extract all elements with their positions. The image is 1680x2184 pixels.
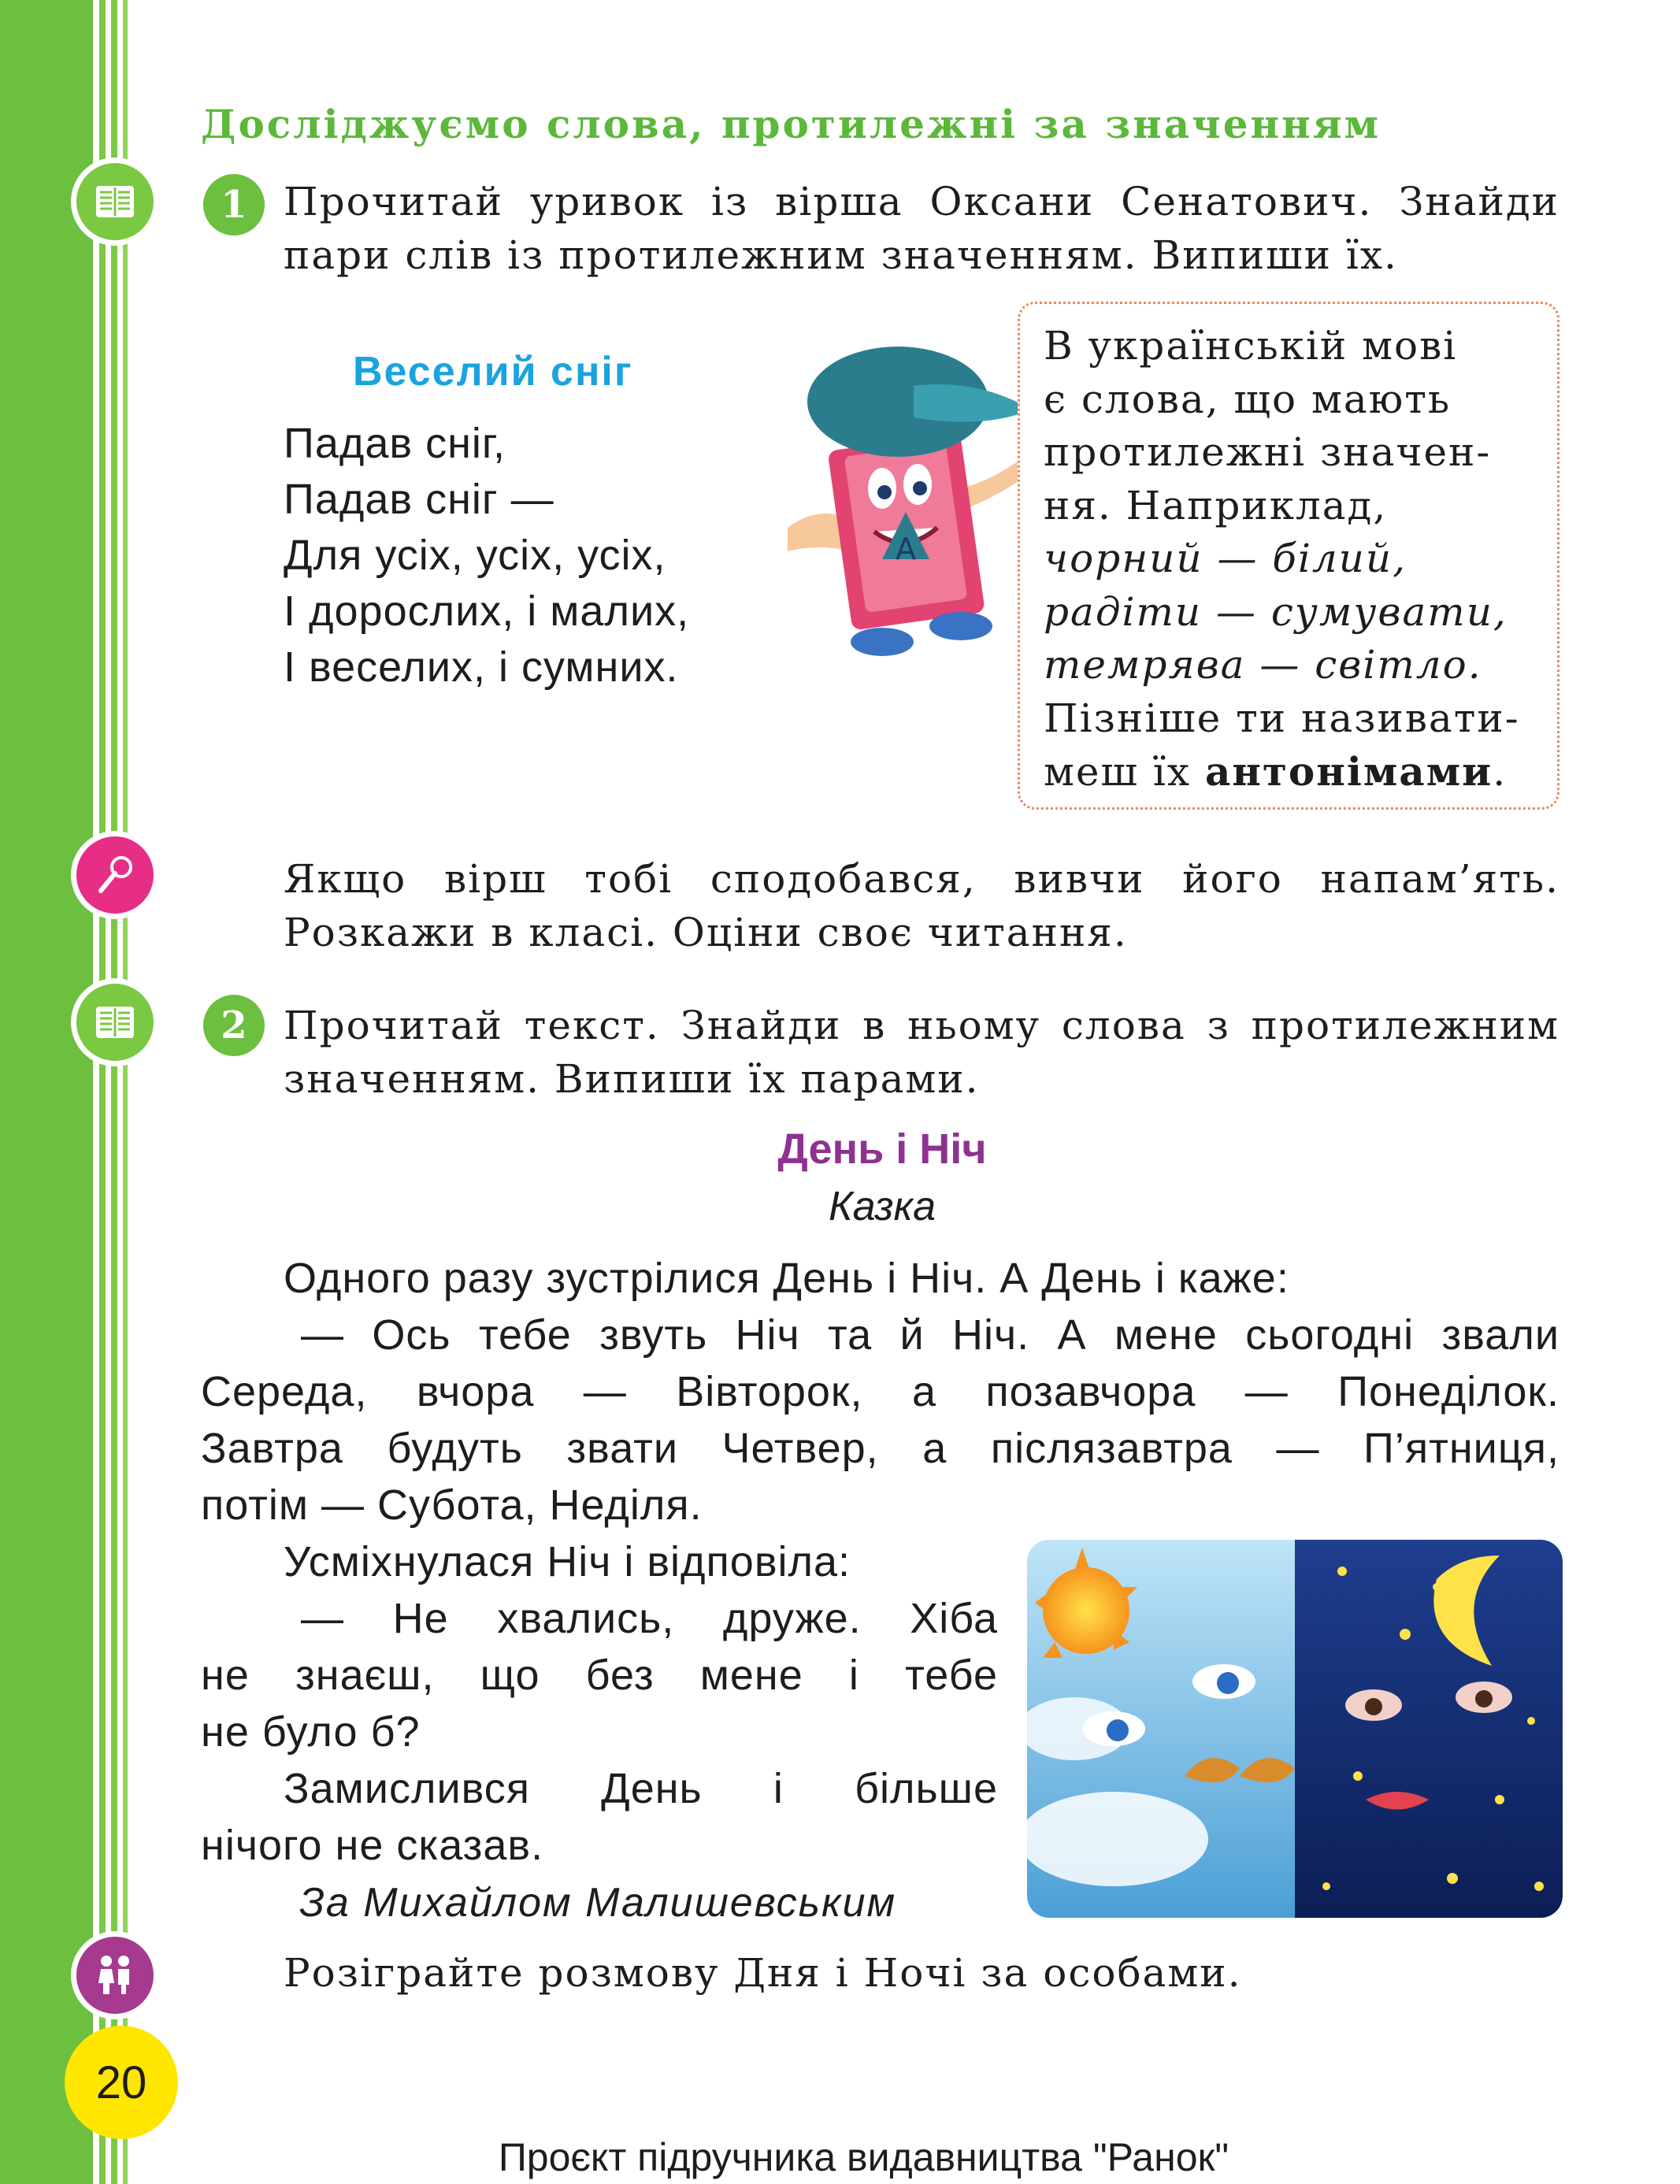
svg-text:A: A xyxy=(896,532,916,566)
story-line: Замислився День і більше xyxy=(284,1765,998,1812)
info-example: темрява — світло. xyxy=(1044,642,1482,688)
page-number: 20 xyxy=(65,2026,178,2139)
info-term: антонімами xyxy=(1204,748,1493,795)
task-1-instruction xyxy=(284,175,1559,282)
footer-note: Проєкт підручника видавництва "Ранок" xyxy=(498,2135,1229,2179)
book-icon xyxy=(71,978,159,1066)
story-line: — Ось тебе звуть Ніч та й Ніч. А мене сьогодні звали xyxy=(301,1311,1559,1359)
microphone-icon xyxy=(71,831,159,919)
book-icon xyxy=(71,158,159,246)
story-line: не було б? xyxy=(201,1708,421,1756)
day-night-illustration xyxy=(1027,1540,1563,1918)
task-2-line: значенням. Випиши їх парами. xyxy=(284,1056,980,1102)
poem-line: Для усіх, усіх, усіх, xyxy=(284,532,666,579)
poem-title: Веселий сніг xyxy=(353,349,633,395)
story-line: Одного разу зустрілися День і Ніч. А День і каже: xyxy=(284,1255,1289,1302)
info-box xyxy=(1018,302,1559,810)
task-1-line: Прочитай уривок із вірша Оксани Сенатович. Знайди xyxy=(284,179,1559,224)
task-number-2: 2 xyxy=(203,995,265,1056)
info-line xyxy=(1044,745,1557,799)
task-1-line: пари слів із протилежним значенням. Випиши їх. xyxy=(284,232,1398,278)
info-line: ня. Наприклад, xyxy=(1044,482,1388,528)
info-line: Пізніше ти називати- xyxy=(1044,695,1520,741)
story-line: Усміхнулася Ніч і відповіла: xyxy=(284,1538,851,1585)
poem-line: Падав сніг, xyxy=(284,420,506,467)
recite-instruction xyxy=(284,852,1559,959)
story-subtitle: Казка xyxy=(828,1184,936,1229)
story-line: потім — Субота, Неділя. xyxy=(201,1481,703,1529)
poem-line: І дорослих, і малих, xyxy=(284,588,690,635)
poem-line: І веселих, і сумних. xyxy=(284,643,679,691)
story-line: Середа, вчора — Вівторок, а позавчора — Понеділок. xyxy=(201,1368,1559,1415)
story-line: нічого не сказав. xyxy=(201,1822,544,1869)
section-title: Досліджуємо слова, протилежні за значенням xyxy=(201,101,1381,147)
info-line: протилежні значен- xyxy=(1044,429,1492,475)
roleplay-instruction: Розіграйте розмову Дня і Ночі за особами. xyxy=(284,1950,1242,1996)
story-line: не знаєш, що без мене і тебе xyxy=(201,1652,998,1699)
children-icon xyxy=(71,1931,159,2019)
book-mascot-illustration xyxy=(780,331,1032,662)
info-line: В українській мові xyxy=(1044,323,1458,369)
story-title: День і Ніч xyxy=(777,1125,987,1173)
info-line: є слова, що мають xyxy=(1044,376,1452,422)
recite-line: Якщо вірш тобі сподобався, вивчи його напам’ять. xyxy=(284,856,1559,902)
task-2-line: Прочитай текст. Знайди в ньому слова з протилежним xyxy=(284,1003,1559,1048)
task-number-1: 1 xyxy=(203,174,265,235)
info-text: . xyxy=(1493,749,1508,795)
poem-line: Падав сніг — xyxy=(284,476,554,523)
info-example: чорний — білий, xyxy=(1044,536,1407,581)
sidebar-stripe xyxy=(0,0,130,2184)
recite-line: Розкажи в класі. Оціни своє читання. xyxy=(284,910,1128,955)
task-2-instruction xyxy=(284,999,1559,1106)
story-line: Завтра будуть звати Четвер, а післязавтра — П’ятниця, xyxy=(201,1425,1559,1472)
info-text: меш їх xyxy=(1044,749,1205,795)
info-example: радіти — сумувати, xyxy=(1044,588,1508,635)
story-line: — Не хвались, друже. Хіба xyxy=(301,1595,998,1642)
story-author: За Михайлом Малишевським xyxy=(299,1880,897,1926)
